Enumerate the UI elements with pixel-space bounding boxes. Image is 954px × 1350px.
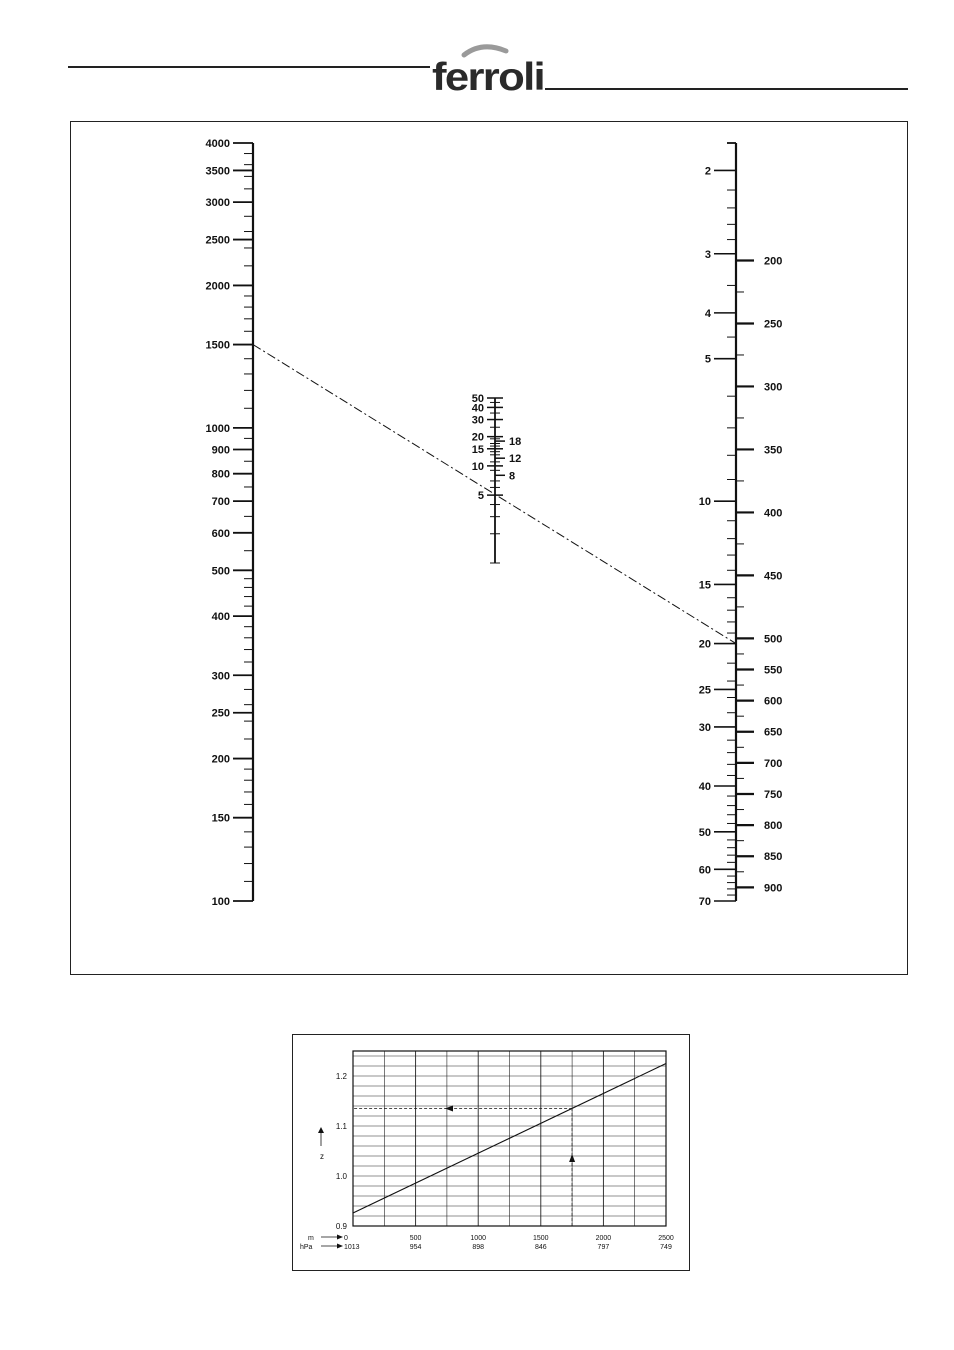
middle-scale-tick-label-right: 18 <box>509 436 522 449</box>
header-rule-left <box>68 66 430 68</box>
right-outer-tick-label: 30 <box>698 721 711 734</box>
ferroli-logo <box>430 42 548 100</box>
right-outer-tick-label: 50 <box>698 826 711 839</box>
middle-scale-tick-label-left: 30 <box>471 414 484 427</box>
right-inner-tick-label: 400 <box>764 507 783 520</box>
middle-scale-tick-label-left: 50 <box>471 393 484 405</box>
ylabel-arrow-head <box>318 1127 324 1133</box>
left-scale-tick-label: 3000 <box>205 197 230 210</box>
x-tick-label: 500 <box>409 1235 422 1242</box>
left-scale-tick-label: 400 <box>211 611 230 624</box>
x-tick-label: 2500 <box>658 1235 674 1242</box>
right-inner-tick-label: 850 <box>764 851 783 864</box>
right-inner-tick-label: 300 <box>764 381 783 394</box>
middle-scale-tick-label-left: 10 <box>471 460 484 473</box>
right-outer-tick-label: 4 <box>704 307 711 320</box>
x-tick-label: 1500 <box>533 1235 549 1242</box>
x-tick-label: 0 <box>344 1235 348 1242</box>
left-scale-tick-label: 1000 <box>205 422 230 435</box>
left-scale-tick-label: 200 <box>211 753 230 766</box>
correction-chart <box>293 1035 689 1270</box>
right-outer-tick-label: 40 <box>698 781 711 794</box>
left-scale-tick-label: 100 <box>211 896 230 908</box>
nomogram-example-line <box>253 345 736 644</box>
right-outer-tick-label: 3 <box>704 248 711 261</box>
left-scale-tick-label: 4000 <box>205 138 230 150</box>
middle-scale-tick-label-right: 8 <box>509 470 516 483</box>
right-inner-tick-label: 900 <box>764 882 783 895</box>
left-scale-tick-label: 500 <box>211 565 230 578</box>
left-scale-tick-label: 700 <box>211 496 230 509</box>
x-tick-label: 2000 <box>595 1235 612 1242</box>
left-scale-tick-label: 250 <box>211 707 230 720</box>
middle-scale-tick-label-left: 40 <box>471 402 484 415</box>
y-tick-label: 1.2 <box>335 1072 347 1081</box>
left-scale-tick-label: 300 <box>211 670 230 683</box>
x-row-label: m <box>308 1235 314 1242</box>
x-tick-label: 846 <box>534 1244 547 1251</box>
x-tick-label: 749 <box>660 1244 672 1251</box>
x-row-arrow-head <box>337 1244 343 1249</box>
right-inner-tick-label: 500 <box>764 633 783 646</box>
y-tick-label: 1.0 <box>335 1172 347 1181</box>
right-inner-tick-label: 550 <box>764 664 783 677</box>
right-inner-tick-label: 250 <box>764 318 783 331</box>
x-row-label: hPa <box>300 1244 313 1251</box>
right-outer-tick-label: 10 <box>698 496 711 509</box>
right-inner-tick-label: 800 <box>764 820 783 833</box>
correction-chart-panel <box>292 1034 690 1271</box>
right-outer-tick-label: 60 <box>698 864 711 877</box>
left-scale-tick-label: 3500 <box>205 165 230 178</box>
middle-scale-tick-label-left: 20 <box>471 431 484 444</box>
y-tick-label: 1.1 <box>335 1122 347 1131</box>
left-scale-tick-label: 1500 <box>205 339 230 352</box>
right-outer-tick-label: 20 <box>698 638 711 651</box>
right-inner-tick-label: 200 <box>764 255 783 268</box>
middle-scale-tick-label-right: 12 <box>509 453 522 466</box>
x-tick-label: 797 <box>597 1244 610 1251</box>
y-axis-label: z <box>320 1152 324 1161</box>
right-outer-tick-label: 15 <box>698 579 711 592</box>
example-left-arrow <box>445 1106 453 1112</box>
nomogram-chart <box>71 122 907 974</box>
right-inner-tick-label: 600 <box>764 695 783 708</box>
middle-scale-tick-label-left: 5 <box>477 490 484 503</box>
left-scale-tick-label: 2000 <box>205 280 230 293</box>
right-outer-tick-label: 25 <box>698 684 711 697</box>
x-row-arrow-head <box>337 1235 343 1240</box>
x-tick-label: 1013 <box>344 1244 360 1251</box>
right-inner-tick-label: 750 <box>764 788 783 801</box>
x-tick-label: 1000 <box>470 1235 486 1242</box>
example-up-arrow <box>569 1154 575 1162</box>
nomogram-panel <box>70 121 908 975</box>
right-inner-tick-label: 450 <box>764 570 783 583</box>
left-scale-tick-label: 2500 <box>205 234 230 247</box>
right-inner-tick-label: 350 <box>764 444 783 457</box>
middle-scale-tick-label-left: 15 <box>471 443 484 456</box>
right-outer-tick-label: 2 <box>704 165 711 178</box>
left-scale-tick-label: 900 <box>211 444 230 457</box>
left-scale-tick-label: 800 <box>211 468 230 481</box>
x-tick-label: 898 <box>472 1244 485 1251</box>
right-inner-tick-label: 650 <box>764 726 783 739</box>
x-tick-label: 954 <box>409 1244 422 1251</box>
left-scale-tick-label: 600 <box>211 527 230 540</box>
right-outer-tick-label: 70 <box>698 896 711 908</box>
header-rule-right <box>545 88 908 90</box>
right-inner-tick-label: 700 <box>764 757 783 770</box>
left-scale-tick-label: 150 <box>211 812 230 825</box>
y-tick-label: 0.9 <box>335 1222 347 1231</box>
brand-logo-text: ferroli <box>432 56 544 99</box>
right-outer-tick-label: 5 <box>704 353 711 366</box>
